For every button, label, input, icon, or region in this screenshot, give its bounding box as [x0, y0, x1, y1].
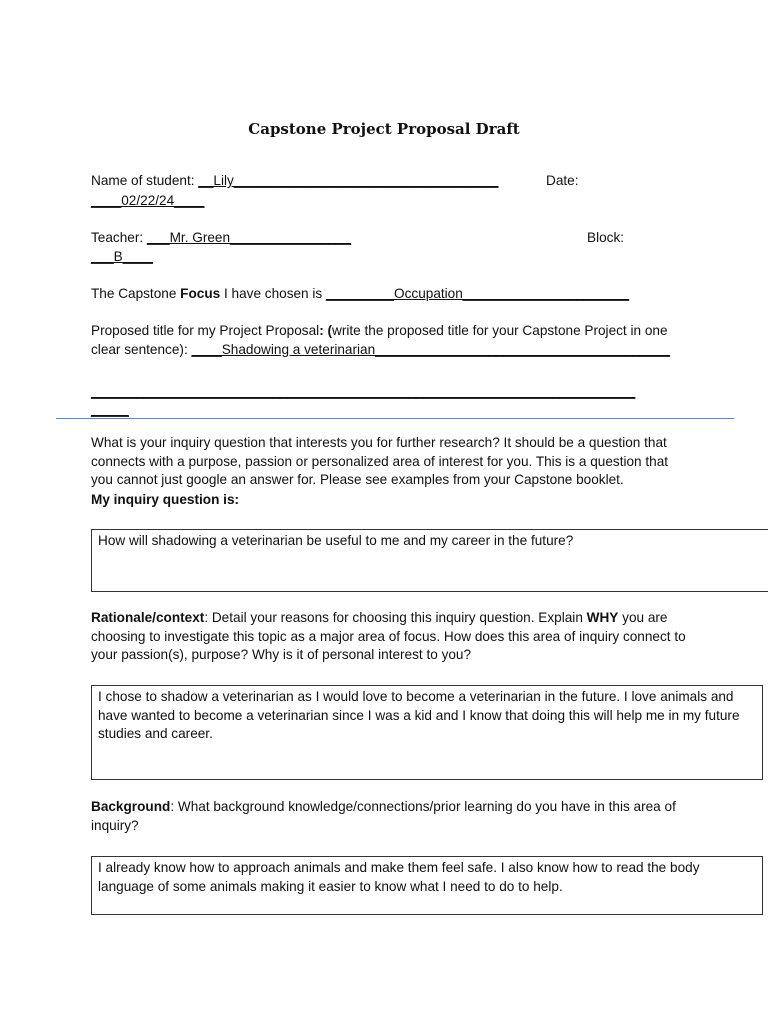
- date-label: Date:: [546, 173, 579, 188]
- background-answer-text: I already know how to approach animals and make them feel safe. I also know how to read the body language of some animals making it easier to know what I need to do to help.: [98, 860, 700, 894]
- inquiry-prompt: What is your inquiry question that interests you for further research? It should be a question that connects with a purpose, passion or personalized area of interest for you. This is a question that you cannot just google an answer for. Please see examples from your Capstone booklet.: [91, 435, 669, 488]
- focus-field[interactable]: _________Occupation______________________: [326, 286, 630, 301]
- student-label: Name of student:: [91, 173, 199, 188]
- teacher-line: [91, 229, 351, 248]
- teacher-label: Teacher:: [91, 230, 147, 245]
- inquiry-answer-box[interactable]: [91, 529, 768, 592]
- proposed-title-instructions: write the proposed title for your Capstone Project in one clear sentence):: [91, 323, 668, 357]
- proposed-title-blank-line-end[interactable]: _____: [91, 402, 129, 417]
- proposed-title-colon: : (: [319, 323, 333, 338]
- focus-label-post: I have chosen is: [220, 286, 326, 301]
- background-prompt: [91, 798, 676, 835]
- inquiry-question-label: My inquiry question is:: [91, 492, 240, 507]
- rationale-prompt-a: : Detail your reasons for choosing this inquiry question. Explain: [204, 610, 587, 625]
- background-answer-box[interactable]: [91, 856, 763, 915]
- teacher-name-field[interactable]: ___Mr. Green________________: [146, 230, 352, 245]
- proposed-title-prompt: [91, 322, 691, 359]
- student-name-field[interactable]: __Lily___________________________________: [198, 173, 499, 188]
- focus-label-bold: Focus: [180, 286, 221, 301]
- proposed-title-field[interactable]: ____Shadowing a veterinarian_______________________________________: [191, 341, 670, 357]
- date-field[interactable]: ____02/22/24____: [91, 193, 205, 208]
- rationale-prompt: [91, 609, 686, 665]
- document-title: Capstone Project Proposal Draft: [248, 120, 520, 138]
- rationale-why: WHY: [586, 610, 619, 625]
- background-prompt-text: : What background knowledge/connections/prior learning do you have in this area of inquiry?: [91, 799, 676, 833]
- block-field[interactable]: ___B____: [91, 249, 153, 264]
- inquiry-answer-text: How will shadowing a veterinarian be useful to me and my career in the future?: [98, 533, 574, 548]
- rationale-label: Rationale/context: [91, 610, 205, 625]
- background-label: Background: [91, 799, 171, 814]
- rationale-answer-box[interactable]: [91, 685, 763, 780]
- rationale-prompt-b: you are choosing to investigate this topic as a major area of focus. How does this area of inquiry connect to your passion(s), purpose? Why is it of personal interest to you?: [91, 610, 686, 663]
- rationale-answer-text: I chose to shadow a veterinarian as I would love to become a veterinarian in the future. I love animals and have wanted to become a veterinarian since I was a kid and I know that doing this will help me in my future studies and career.: [98, 689, 740, 742]
- student-line: [91, 172, 498, 191]
- proposed-title-label: Proposed title for my Project Proposal: [91, 323, 320, 338]
- focus-line: [91, 285, 629, 304]
- block-label: Block:: [587, 230, 625, 245]
- section-divider: [56, 418, 734, 419]
- proposed-title-blank-line[interactable]: ________________________________________________________________________: [91, 384, 636, 399]
- focus-label-pre: The Capstone: [91, 286, 181, 301]
